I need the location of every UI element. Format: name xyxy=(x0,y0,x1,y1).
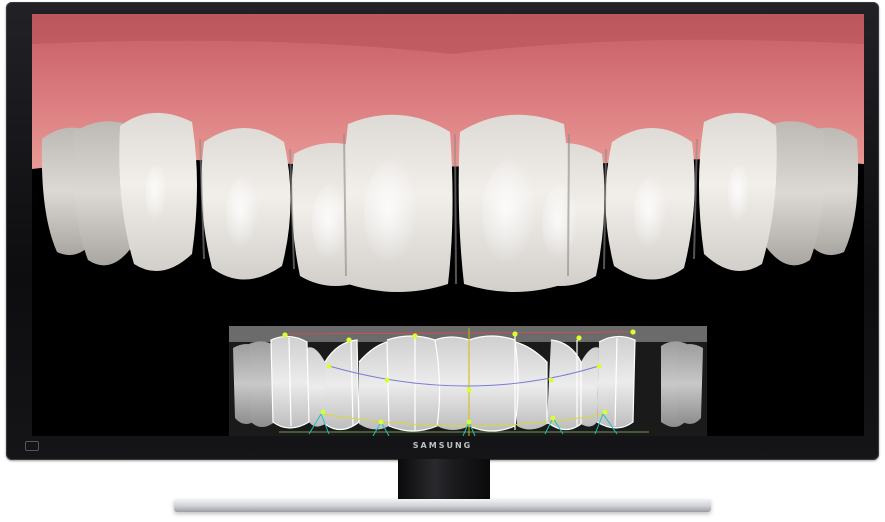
monitor-bezel xyxy=(6,2,879,460)
smile-analysis-overlay xyxy=(229,326,707,436)
smile-photo xyxy=(32,14,864,314)
monitor-screen xyxy=(32,14,864,436)
monitor-stand-base xyxy=(174,499,711,512)
monitor-brand-label: SAMSUNG xyxy=(412,441,473,450)
monitor-stand-neck xyxy=(398,459,490,501)
